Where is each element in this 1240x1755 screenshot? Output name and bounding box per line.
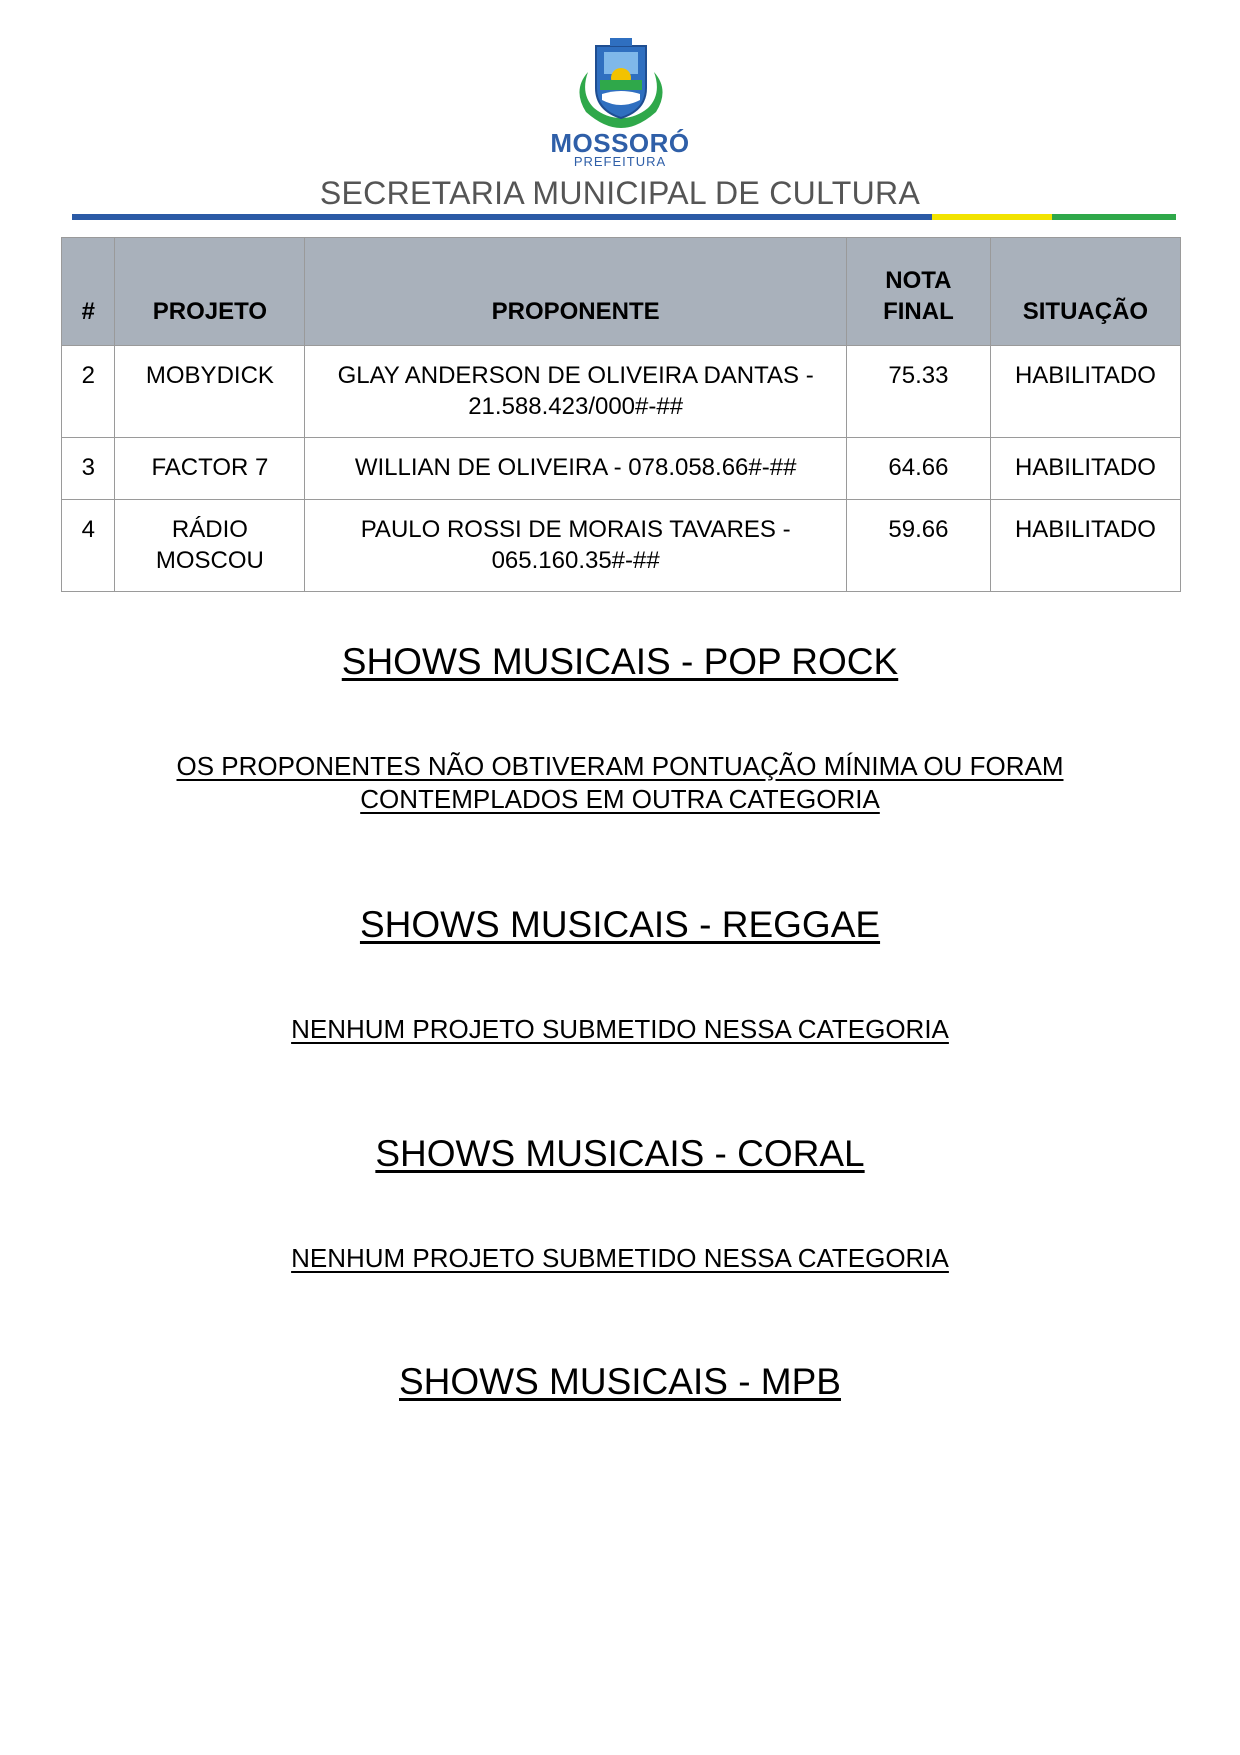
city-name: MOSSORÓ: [550, 128, 690, 158]
table-row: [62, 500, 1181, 592]
column-header-situacao: SITUAÇÃO: [990, 238, 1180, 346]
column-header-nota-final: [846, 238, 990, 346]
results-table: [61, 237, 1181, 592]
section-note-coral: NENHUM PROJETO SUBMETIDO NESSA CATEGORIA: [291, 1243, 949, 1273]
column-header-proponente: PROPONENTE: [305, 238, 847, 346]
section-note-pop-rock-line2: CONTEMPLADOS EM OUTRA CATEGORIA: [360, 784, 880, 814]
cell-nota: 64.66: [846, 438, 990, 500]
cell-nota: 59.66: [846, 500, 990, 592]
table-row: [62, 346, 1181, 438]
table-header-row: [62, 238, 1181, 346]
section-note-pop-rock-line1: OS PROPONENTES NÃO OBTIVERAM PONTUAÇÃO MÍNIMA OU FORAM: [176, 751, 1064, 781]
cell-situacao: HABILITADO: [990, 346, 1180, 438]
cell-nota: 75.33: [846, 346, 990, 438]
cell-proponente: GLAY ANDERSON DE OLIVEIRA DANTAS - 21.588.423/000#-##: [305, 346, 847, 438]
table-row: [62, 438, 1181, 500]
section-title-coral: SHOWS MUSICAIS - CORAL: [375, 1133, 865, 1174]
cell-number: 3: [62, 438, 115, 500]
section-title-reggae: SHOWS MUSICAIS - REGGAE: [359, 904, 881, 945]
cell-proponente: PAULO ROSSI DE MORAIS TAVARES - 065.160.35#-##: [305, 500, 847, 592]
city-subtitle: PREFEITURA: [573, 154, 667, 169]
cell-proponente: WILLIAN DE OLIVEIRA - 078.058.66#-##: [305, 438, 847, 500]
section-note-reggae: NENHUM PROJETO SUBMETIDO NESSA CATEGORIA: [291, 1014, 949, 1044]
cell-number: 2: [62, 346, 115, 438]
column-header-number: #: [62, 238, 115, 346]
header-stripe-green: [1052, 214, 1176, 220]
cell-projeto: MOBYDICK: [115, 346, 305, 438]
column-header-projeto: PROJETO: [115, 238, 305, 346]
cell-number: 4: [62, 500, 115, 592]
section-title-pop-rock: SHOWS MUSICAIS - POP ROCK: [341, 641, 899, 682]
document-header: [0, 0, 1240, 230]
header-stripe-yellow: [932, 214, 1052, 220]
cell-projeto: FACTOR 7: [115, 438, 305, 500]
header-stripe-blue: [72, 214, 932, 220]
mossoro-crest-logo: [566, 38, 676, 130]
section-title-mpb: SHOWS MUSICAIS - MPB: [399, 1361, 841, 1402]
cell-projeto: RÁDIO MOSCOU: [115, 500, 305, 592]
cell-situacao: HABILITADO: [990, 500, 1180, 592]
column-header-nota-final-text: NOTA FINAL: [883, 267, 954, 325]
cell-situacao: HABILITADO: [990, 438, 1180, 500]
department-name: SECRETARIA MUNICIPAL DE CULTURA: [319, 175, 921, 211]
